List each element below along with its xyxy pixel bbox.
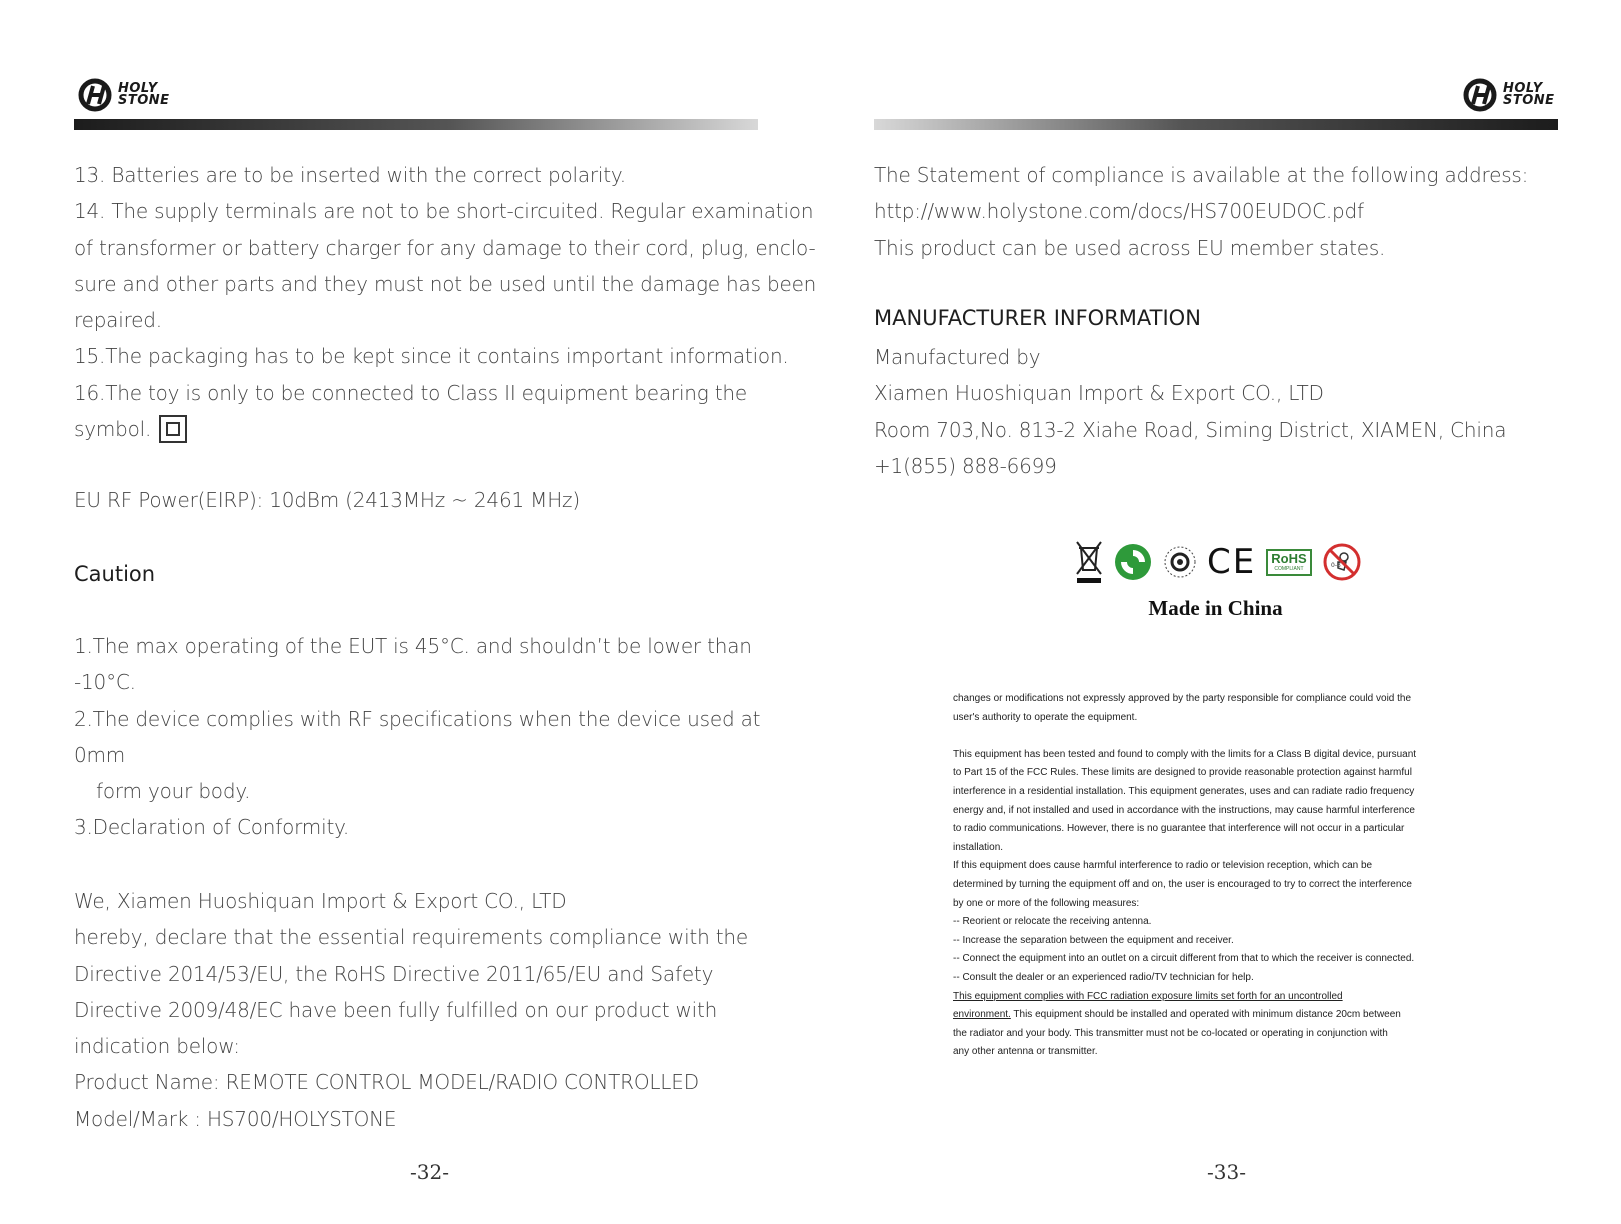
logo-line-1: HOLY: [1503, 81, 1543, 96]
fcc-line: any other antenna or transmitter.: [953, 1046, 1098, 1058]
rohs-sub: COMPLIANT: [1274, 565, 1304, 572]
caution-line: 0mm: [74, 742, 126, 767]
manufacturer-line: Room 703,No. 813-2 Xiahe Road, Siming District, XIAMEN, China: [874, 417, 1507, 442]
symbol-text: symbol.: [74, 417, 152, 442]
page-number: -32-: [410, 1160, 449, 1184]
rohs-icon: [1266, 549, 1311, 576]
battery-line: repaired.: [74, 308, 162, 333]
declaration-line: Directive 2009/48/EC have been fully fulfilled on our product with: [74, 997, 718, 1022]
fcc-line: This equipment has been tested and found to comply with the limits for a Class B digital device, pursuant: [953, 748, 1417, 760]
certification-icons: [1075, 540, 1362, 584]
fcc-line: [953, 1006, 1473, 1025]
logo-line-1: HOLY: [118, 81, 158, 96]
declaration-line: We, Xiamen Huoshiquan Import & Export CO., LTD: [74, 889, 567, 913]
caution-line: form your body.: [96, 779, 251, 804]
manufacturer-line: Xiamen Huoshiquan Import & Export CO., LTD: [874, 381, 1324, 406]
manufacturer-line: Manufactured by: [874, 345, 1041, 369]
fcc-line: -- Consult the dealer or an experienced radio/TV technician for help.: [953, 971, 1254, 983]
class-ii-symbol-icon: [159, 415, 187, 443]
rf-power: [74, 482, 764, 518]
caution-section: [74, 628, 764, 846]
fcc-underlined-line: This equipment complies with FCC radiation exposure limits set forth for an uncontrolled: [953, 990, 1343, 1002]
age-text: 0-3: [1330, 562, 1341, 569]
declaration-section: [74, 883, 764, 1137]
compliance-section: [874, 157, 1574, 266]
ce-mark-icon: CE: [1207, 542, 1257, 582]
battery-line: 15.The packaging has to be kept since it contains important information.: [74, 344, 789, 369]
battery-line: 14. The supply terminals are not to be short-circuited. Regular examination: [74, 199, 814, 224]
fcc-statement: [953, 690, 1473, 1062]
fcc-gap: [953, 727, 1473, 746]
rf-power-text: EU RF Power(EIRP): 10dBm (2413MHz ~ 2461 MHz): [74, 488, 580, 512]
caution-line: 1.The max operating of the EUT is 45°C. and shouldn’t be lower than: [74, 634, 752, 658]
battery-section: [74, 157, 817, 447]
recycle-icon: [1163, 545, 1197, 579]
compliance-url: http://www.holystone.com/docs/HS700EUDOC.pdf: [874, 199, 1364, 224]
declaration-line: Product Name: REMOTE CONTROL MODEL/RADIO CONTROLLED: [74, 1070, 699, 1095]
fcc-line: user's authority to operate the equipment.: [953, 711, 1138, 723]
compliance-line: This product can be used across EU member states.: [874, 235, 1386, 260]
battery-line: of transformer or battery charger for any damage to their cord, plug, enclo-: [74, 235, 816, 260]
age-warning-icon: [1322, 542, 1362, 582]
made-in-china: Made in China: [1148, 596, 1283, 620]
declaration-line: Model/Mark : HS700/HOLYSTONE: [74, 1106, 397, 1131]
caution-heading: Caution: [74, 562, 156, 586]
battery-line: sure and other parts and they must not be used until the damage has been: [74, 271, 817, 296]
caution-line: -10°C.: [74, 670, 136, 695]
manufacturer-heading: MANUFACTURER INFORMATION: [874, 306, 1201, 330]
weee-bin-icon: [1075, 540, 1103, 584]
battery-line: 16.The toy is only to be connected to Class II equipment bearing the: [74, 380, 747, 405]
fcc-line: the radiator and your body. This transmitter must not be co-located or operating in conjunction with: [953, 1027, 1388, 1039]
battery-line: 13. Batteries are to be inserted with the correct polarity.: [74, 163, 626, 187]
fcc-underlined-word: environment.: [953, 1009, 1011, 1021]
manufacturer-line: +1(855) 888-6699: [874, 453, 1057, 478]
caution-line: 3.Declaration of Conformity.: [74, 815, 350, 840]
header-bar: [74, 119, 758, 130]
fcc-line: -- Reorient or relocate the receiving antenna.: [953, 916, 1152, 928]
right-page: [810, 0, 1621, 1224]
fcc-line-tail: This equipment should be installed and operated with minimum distance 20cm between: [1010, 1009, 1401, 1021]
logo-wordmark: [118, 83, 170, 107]
green-dot-icon: [1113, 542, 1153, 582]
fcc-line: -- Connect the equipment into an outlet on a circuit different from that to which the receiver is connected.: [953, 953, 1415, 965]
manufacturer-section: [874, 339, 1574, 484]
declaration-line: hereby, declare that the essential requirements compliance with the: [74, 925, 748, 950]
holy-stone-logo: [1463, 78, 1555, 112]
fcc-line: -- Increase the separation between the equipment and receiver.: [953, 934, 1234, 946]
declaration-line: indication below:: [74, 1034, 240, 1059]
compliance-line: The Statement of compliance is available at the following address:: [874, 163, 1529, 187]
declaration-line: Directive 2014/53/EU, the RoHS Directive 2011/65/EU and Safety: [74, 961, 714, 986]
fcc-line: to radio communications. However, there is no guarantee that interference will not occur in a particular: [953, 823, 1405, 835]
page-number: -33-: [1207, 1160, 1246, 1184]
fcc-line: by one or more of the following measures:: [953, 897, 1140, 909]
header-bar: [874, 119, 1558, 130]
fcc-line: to Part 15 of the FCC Rules. These limits are designed to provide reasonable protection against harmful: [953, 767, 1412, 779]
rohs-text: RoHS: [1271, 550, 1307, 566]
logo-wordmark: [1503, 83, 1555, 107]
holy-stone-h-icon: [1463, 78, 1499, 112]
symbol-line: [74, 411, 764, 447]
logo-line-2: STONE: [118, 93, 170, 108]
logo-line-2: STONE: [1503, 93, 1555, 108]
fcc-line: interference in a residential installation. This equipment generates, uses and can radiate radio frequency: [953, 785, 1415, 797]
fcc-line: determined by turning the equipment off and on, the user is encouraged to try to correct the interference: [953, 878, 1412, 890]
fcc-line: If this equipment does cause harmful interference to radio or television reception, which can be: [953, 860, 1373, 872]
fcc-line: installation.: [953, 841, 1004, 853]
holy-stone-h-icon: [78, 78, 114, 112]
holy-stone-logo: [78, 78, 170, 112]
caution-line: 2.The device complies with RF specifications when the device used at: [74, 706, 761, 731]
fcc-line: changes or modifications not expressly approved by the party responsible for compliance could void the: [953, 693, 1412, 704]
fcc-line: energy and, if not installed and used in accordance with the instructions, may cause harmful interference: [953, 804, 1415, 816]
